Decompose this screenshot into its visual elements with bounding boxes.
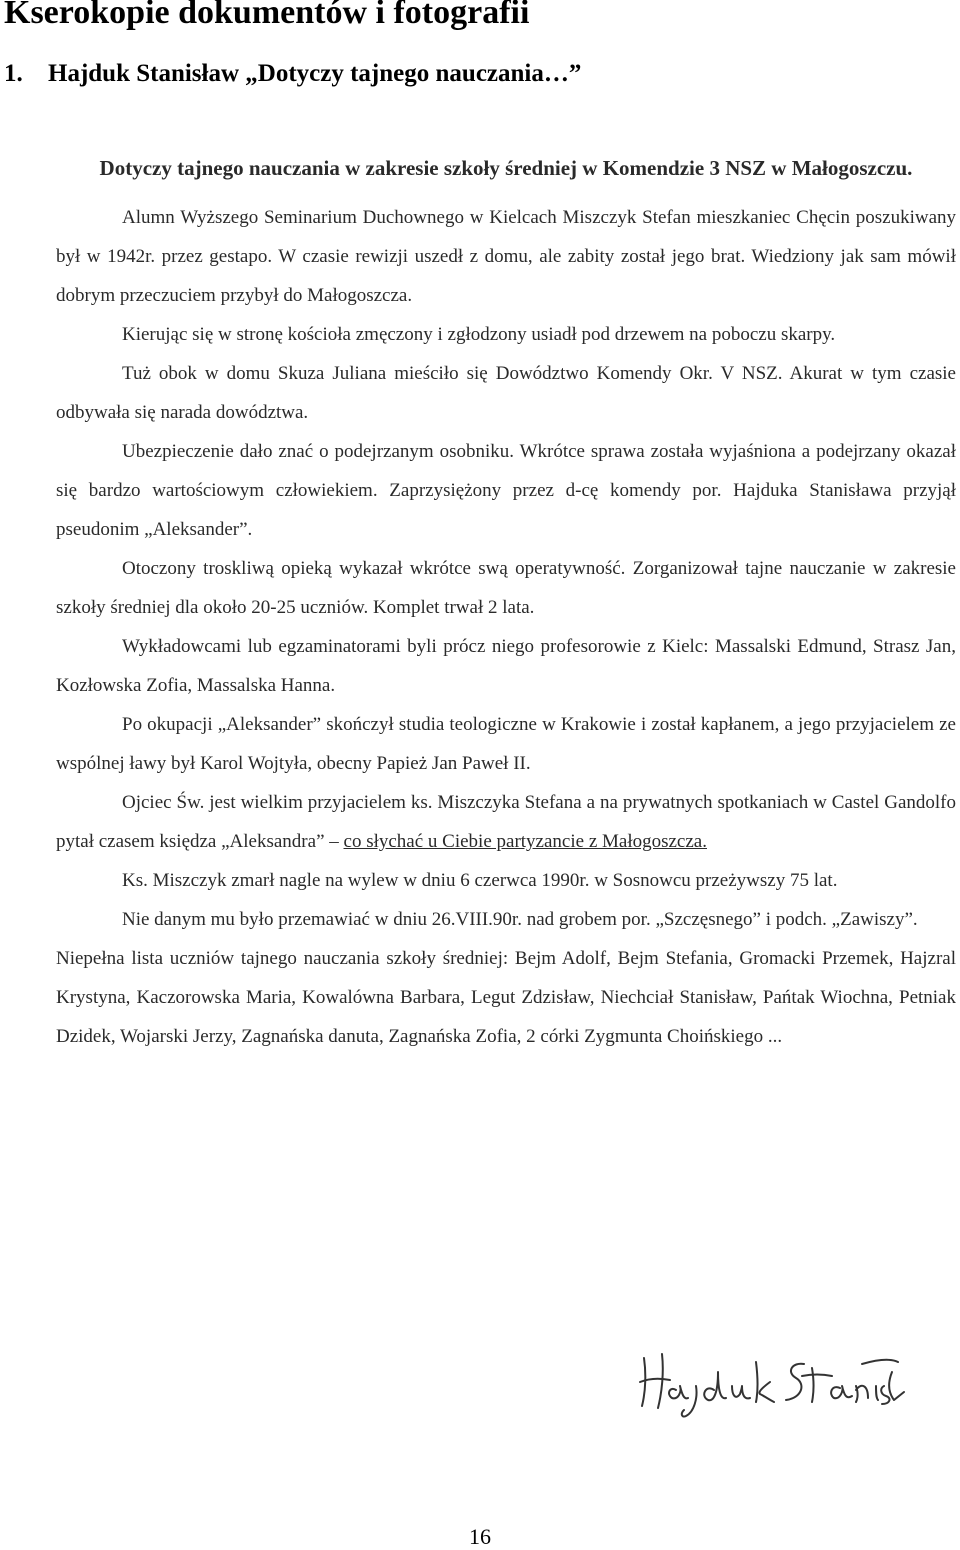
scan-paragraph: Alumn Wyższego Seminarium Duchownego w Kielcach Miszczyk Stefan mieszkaniec Chęcin poszukiwany był w 1942r. przez gestapo. W czasie rewizji uszedł z domu, ale zabity został jego brat. Wiedziony jak sam mówił dobrym przeczuciem przybył do Małogoszcza. [56, 207, 956, 306]
page-number: 16 [469, 1524, 491, 1549]
signature [636, 1342, 906, 1422]
document-caption [4, 60, 581, 88]
page-title: Kserokopie dokumentów i fotografii [4, 0, 530, 31]
scan-paragraph: Otoczony troskliwą opieką wykazał wkrótce swą operatywność. Zorganizował tajne nauczanie w zakresie szkoły średniej dla około 20-25 uczniów. Komplet trwał 2 lata. [56, 558, 956, 618]
scan-paragraph: Wykładowcami lub egzaminatorami byli prócz niego profesorowie z Kielc: Massalski Edmund, Strasz Jan, Kozłowska Zofia, Massalska Hanna. [56, 636, 956, 696]
item-caption: Hajduk Stanisław „Dotyczy tajnego nauczania…” [48, 60, 582, 87]
pope-intro: Ojciec Św. jest wielkim przyjacielem ks. Miszczyka Stefana a na prywatnych spotkaniach w Castel Gandolfo pytał czasem księdza „Aleksandra” – [56, 792, 956, 852]
scan-paragraph: Ks. Miszczyk zmarł nagle na wylew w dniu 6 czerwca 1990r. w Sosnowcu przeżywszy 75 lat. [122, 870, 838, 891]
item-number: 1. [4, 60, 23, 87]
scan-paragraph: Tuż obok w domu Skuza Juliana mieściło się Dowództwo Komendy Okr. V NSZ. Akurat w tym czasie odbywała się narada dowództwa. [56, 363, 956, 423]
scan-paragraph: Kierując się w stronę kościoła zmęczony i zgłodzony usiadł pod drzewem na poboczu skarpy. [122, 324, 836, 345]
scan-paragraph-pope [56, 783, 956, 861]
scan-paragraph: Nie danym mu było przemawiać w dniu 26.VIII.90r. nad grobem por. „Szczęsnego” i podch. „Zawiszy”. [122, 909, 918, 930]
pope-quote: co słychać u Ciebie partyzancie z Małogoszcza. [343, 831, 707, 852]
scan-paragraph: Ubezpieczenie dało znać o podejrzanym osobniku. Wkrótce sprawa została wyjaśniona a podejrzany okazał się bardzo wartościowym człowiekiem. Zaprzysiężony przez d-cę komendy por. Hajduka Stanisława przyjął pseudonim „Aleksander”. [56, 441, 956, 540]
scanned-document [56, 150, 956, 1280]
students-list: Niepełna lista uczniów tajnego nauczania szkoły średniej: Bejm Adolf, Bejm Stefania, Gromacki Przemek, Hajzral Krystyna, Kaczorowska Maria, Kowalówna Barbara, Legut Zdzisław, Niechciał Stanisław, Pańtak Wiochna, Petniak Dzidek, Wojarski Jerzy, Zagnańska danuta, Zagnańska Zofia, 2 córki Zygmunta Choińskiego ... [56, 948, 956, 1047]
scan-title: Dotyczy tajnego nauczania w zakresie szkoły średniej w Komendzie 3 NSZ w Małogoszczu. [99, 156, 913, 180]
scan-paragraph: Po okupacji „Aleksander” skończył studia teologiczne w Krakowie i został kapłanem, a jego przyjacielem ze wspólnej ławy był Karol Wojtyła, obecny Papież Jan Paweł II. [56, 714, 956, 774]
